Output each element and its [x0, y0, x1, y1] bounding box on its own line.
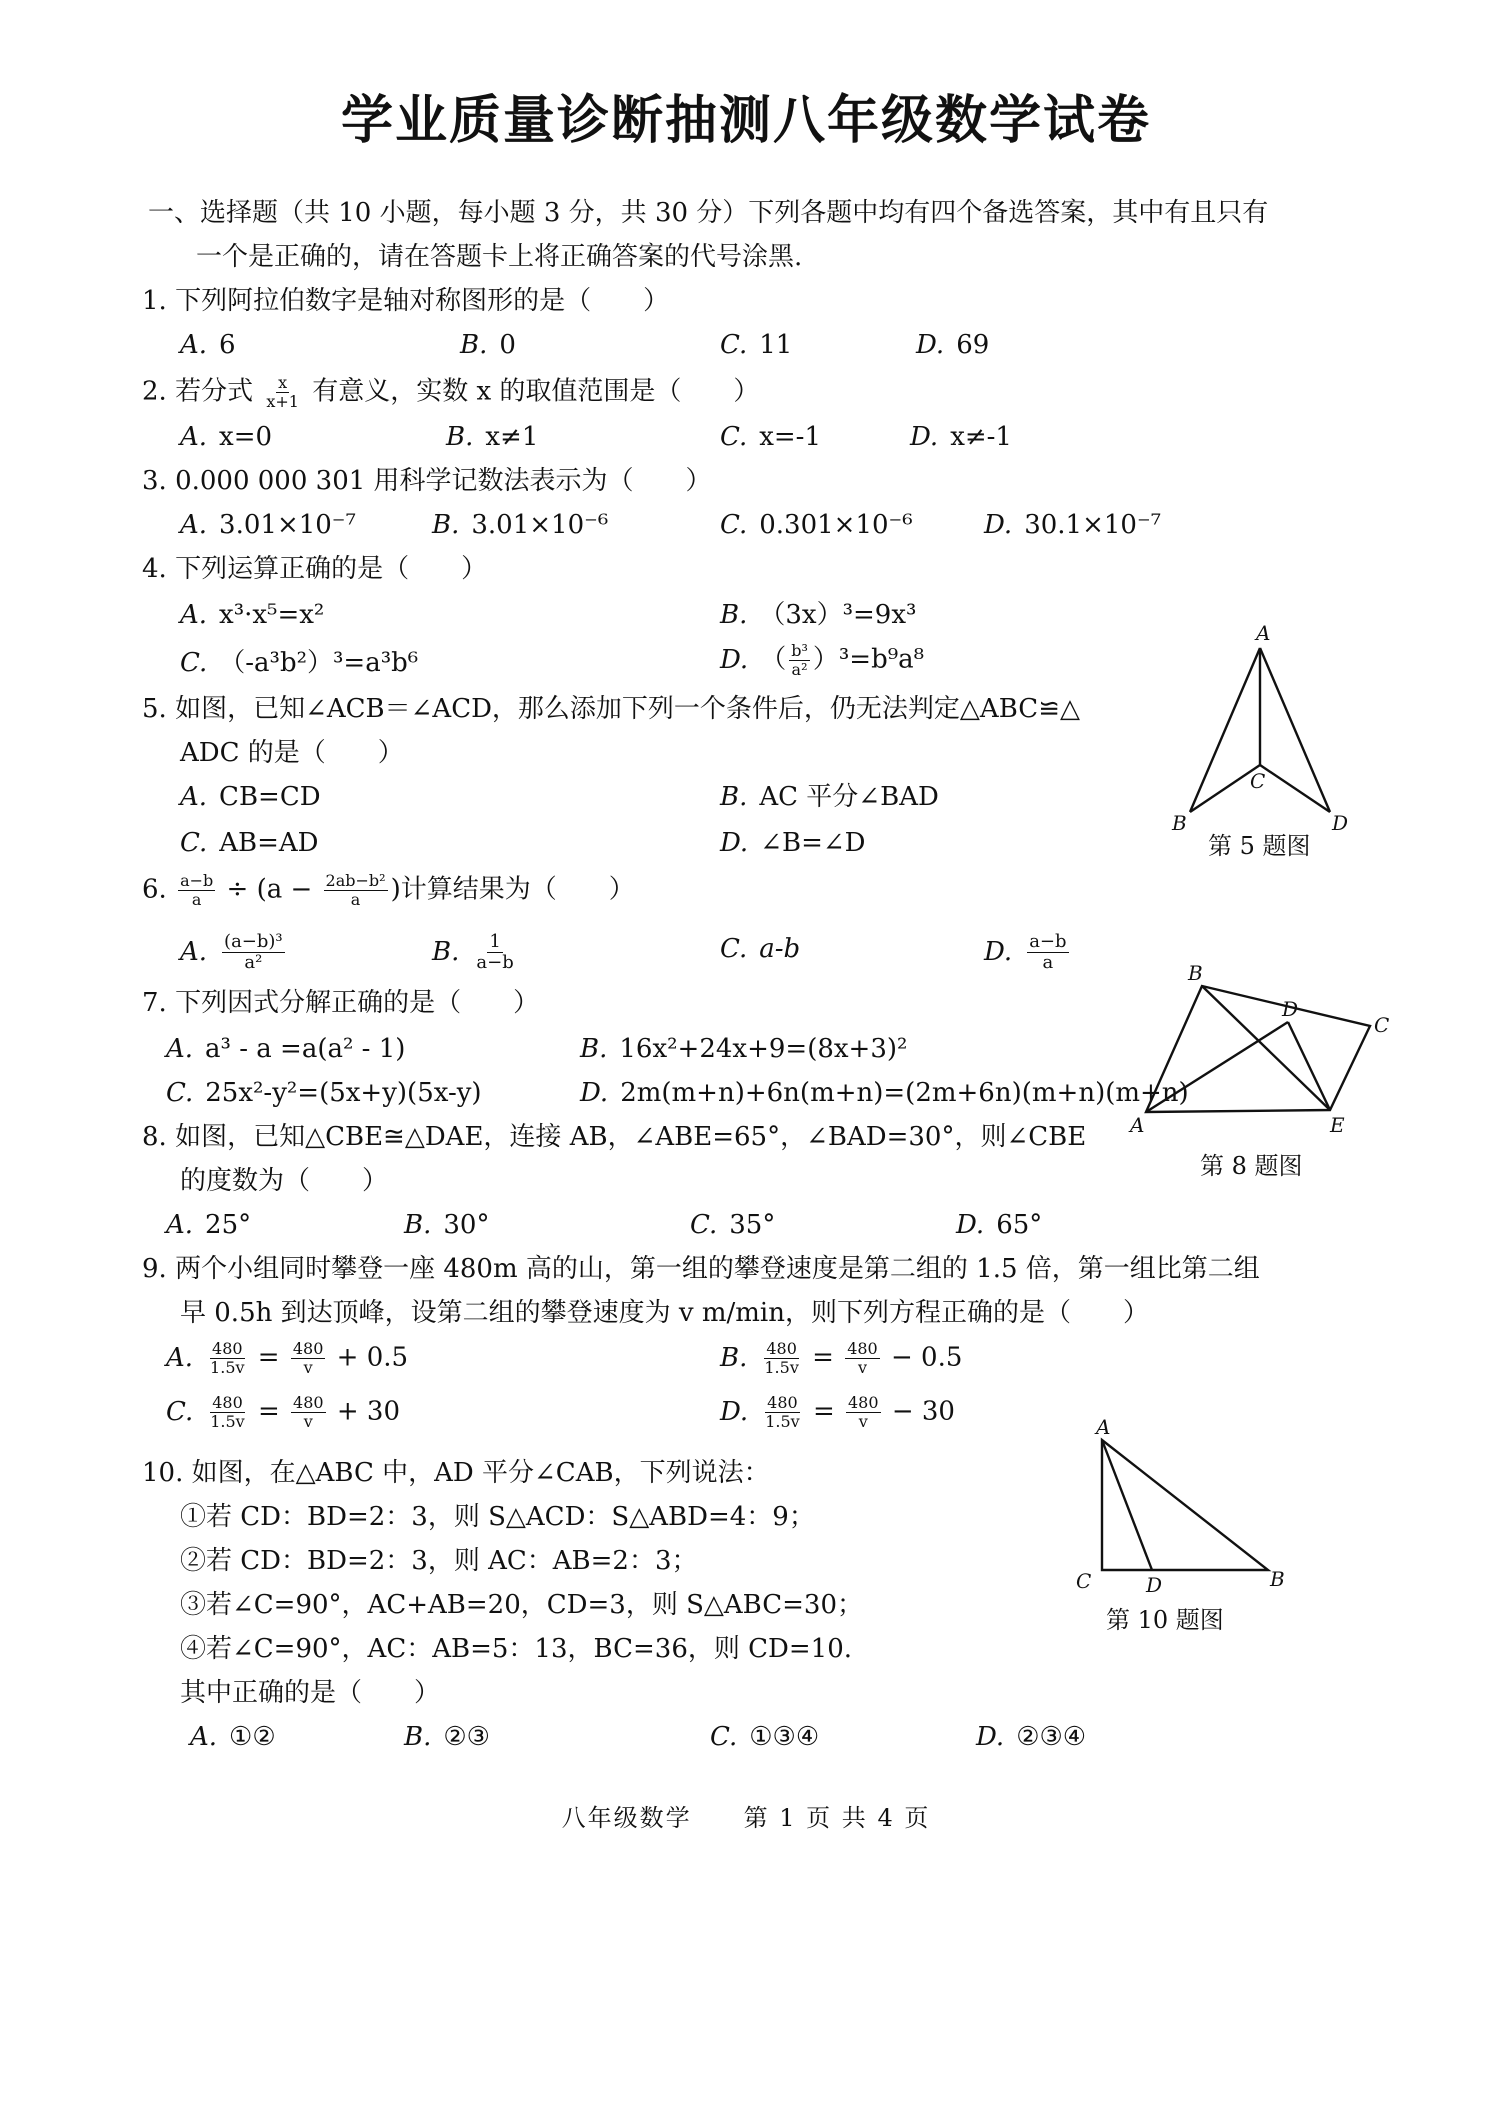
q8-quadrilateral-bcea — [1146, 986, 1370, 1112]
q2-stem: 2. 若分式 $\frac{x}{x+1}$ 有意义，实数 x 的取值范围是（ ） — [142, 373, 760, 411]
q8-stem-line2: 的度数为（ ） — [180, 1166, 389, 1196]
q3-stem: 3. 0.000 000 301 用科学记数法表示为（ ） — [142, 466, 712, 496]
q1-option-a[interactable]: A. 6 — [180, 330, 236, 360]
q10-figure-caption: 第 10 题图 — [1106, 1606, 1224, 1634]
q3-option-a[interactable]: A. 3.01×10⁻⁷ — [180, 510, 356, 540]
q8-label-c: C — [1374, 1013, 1390, 1037]
q10-option-c[interactable]: C. ①③④ — [710, 1722, 820, 1752]
section-instructions-line1: 一、选择题（共 10 小题，每小题 3 分，共 30 分）下列各题中均有四个备选答案，其中有且只有 — [148, 198, 1269, 228]
q5-label-c: C — [1250, 769, 1266, 793]
q10-statement-1: ①若 CD：BD=2：3，则 S△ACD：S△ABD=4：9； — [180, 1502, 815, 1532]
q8-label-d: D — [1282, 997, 1299, 1021]
q5-stem-line2: ADC 的是（ ） — [180, 738, 404, 768]
q2-option-a[interactable]: A. x=0 — [180, 422, 273, 452]
q1-option-b[interactable]: B. 0 — [460, 330, 516, 360]
q4-option-d[interactable]: D. （ $\frac{\text{b³}}{\text{a²}}$ ）³=b⁹a⁸ — [720, 641, 925, 679]
q9-option-b[interactable]: B. $\frac{480}{1.5v}$ = $\frac{480}{v}$ − 0.5 — [720, 1339, 963, 1377]
q8-stem-line1: 8. 如图，已知△CBE≅△DAE，连接 AB，∠ABE=65°，∠BAD=30°，则∠CBE — [142, 1122, 1087, 1152]
q7-stem: 7. 下列因式分解正确的是（ ） — [142, 988, 540, 1018]
q4-stem: 4. 下列运算正确的是（ ） — [142, 554, 488, 584]
q10-stem: 10. 如图，在△ABC 中，AD 平分∠CAB，下列说法： — [142, 1458, 770, 1488]
q8-label-a: A — [1130, 1113, 1145, 1137]
q10-statement-3: ③若∠C=90°，AC+AB=20，CD=3，则 S△ABC=30； — [180, 1590, 864, 1620]
q7-option-c[interactable]: C. 25x²-y²=(5x+y)(5x-y) — [166, 1078, 482, 1108]
exam-title: 学业质量诊断抽测八年级数学试卷 — [340, 91, 1151, 151]
q5-option-b[interactable]: B. AC 平分∠BAD — [720, 782, 939, 812]
q5-label-a: A — [1256, 621, 1271, 645]
q8-option-b[interactable]: B. 30° — [404, 1210, 490, 1240]
q8-option-d[interactable]: D. 65° — [956, 1210, 1043, 1240]
q9-option-a[interactable]: A. $\frac{480}{1.5v}$ = $\frac{480}{v}$ + 0.5 — [166, 1339, 409, 1377]
q8-figure — [1130, 961, 1390, 1137]
q10-statement-4: ④若∠C=90°，AC：AB=5：13，BC=36，则 CD=10. — [180, 1634, 853, 1664]
q10-figure — [1070, 1415, 1300, 1600]
page-footer: 八年级数学 第 1 页 共 4 页 — [561, 1804, 931, 1832]
q7-option-a[interactable]: A. a³ - a =a(a² - 1) — [166, 1034, 406, 1064]
q4-option-a[interactable]: A. x³·x⁵=x² — [180, 600, 325, 630]
q6-option-c[interactable]: C. a-b — [720, 934, 801, 964]
q8-label-e: E — [1330, 1113, 1345, 1137]
q5-figure — [1160, 620, 1349, 840]
q9-option-d[interactable]: D. $\frac{480}{1.5v}$ = $\frac{480}{v}$ − 30 — [720, 1393, 955, 1431]
q10-option-d[interactable]: D. ②③④ — [976, 1722, 1087, 1752]
q2-option-c[interactable]: C. x=-1 — [720, 422, 822, 452]
q10-statement-2: ②若 CD：BD=2：3，则 AC：AB=2：3； — [180, 1546, 698, 1576]
q7-option-b[interactable]: B. 16x²+24x+9=(8x+3)² — [580, 1034, 908, 1064]
q8-option-a[interactable]: A. 25° — [166, 1210, 252, 1240]
q10-label-c: C — [1076, 1569, 1092, 1593]
q2-option-d[interactable]: D. x≠-1 — [910, 422, 1012, 452]
q9-stem-line2: 早 0.5h 到达顶峰，设第二组的攀登速度为 v m/min，则下列方程正确的是（ ） — [180, 1298, 1149, 1328]
q3-option-c[interactable]: C. 0.301×10⁻⁶ — [720, 510, 913, 540]
section-instructions-line2: 一个是正确的，请在答题卡上将正确答案的代号涂黑. — [196, 242, 803, 272]
q5-stem-line1: 5. 如图，已知∠ACB＝∠ACD，那么添加下列一个条件后，仍无法判定△ABC≌△ — [142, 694, 1080, 724]
q8-figure-caption: 第 8 题图 — [1200, 1152, 1303, 1180]
q6-option-b[interactable]: B. $\frac{1}{a-b}$ — [432, 931, 514, 973]
q10-conclusion: 其中正确的是（ ） — [180, 1678, 441, 1708]
q8-segment-de — [1288, 1022, 1330, 1110]
q9-stem-line1: 9. 两个小组同时攀登一座 480m 高的山，第一组的攀登速度是第二组的 1.5 倍，第一组比第二组 — [142, 1254, 1260, 1284]
q1-option-d[interactable]: D. 69 — [916, 330, 990, 360]
q10-label-b: B — [1270, 1567, 1285, 1591]
q1-option-c[interactable]: C. 11 — [720, 330, 793, 360]
q3-option-d[interactable]: D. 30.1×10⁻⁷ — [984, 510, 1162, 540]
q5-option-d[interactable]: D. ∠B=∠D — [720, 828, 866, 858]
q8-segment-be — [1202, 986, 1330, 1110]
q9-option-c[interactable]: C. $\frac{480}{1.5v}$ = $\frac{480}{v}$ + 30 — [166, 1393, 400, 1431]
q2-fraction: $\frac{x}{x+1}$ — [266, 373, 299, 411]
q10-option-b[interactable]: B. ②③ — [404, 1722, 490, 1752]
q6-option-a[interactable]: A. $\frac{\text{(a−b)³}}{\text{a²}}$ — [180, 931, 283, 973]
q2-option-b[interactable]: B. x≠1 — [446, 422, 539, 452]
q10-label-d: D — [1146, 1573, 1163, 1597]
q10-label-a: A — [1096, 1415, 1111, 1439]
q5-figure-caption: 第 5 题图 — [1208, 832, 1311, 860]
q10-option-a[interactable]: A. ①② — [190, 1722, 276, 1752]
q7-option-d[interactable]: D. 2m(m+n)+6n(m+n)=(2m+6n)(m+n)(m+n) — [580, 1078, 1189, 1108]
q6-stem: 6. $\frac{a-b}{a}$ ÷ (a − $\frac{\text{2ab−b²}}{a}$ )计算结果为（ ） — [142, 871, 635, 909]
q5-label-d: D — [1332, 811, 1349, 835]
q1-stem: 1. 下列阿拉伯数字是轴对称图形的是（ ） — [142, 286, 670, 316]
q5-option-a[interactable]: A. CB=CD — [180, 782, 321, 812]
q8-label-b: B — [1188, 961, 1203, 985]
q5-option-c[interactable]: C. AB=AD — [180, 828, 319, 858]
q5-label-b: B — [1172, 811, 1187, 835]
q3-option-b[interactable]: B. 3.01×10⁻⁶ — [432, 510, 609, 540]
q4-option-c[interactable]: C. （-a³b²）³=a³b⁶ — [180, 648, 419, 678]
q8-option-c[interactable]: C. 35° — [690, 1210, 776, 1240]
q6-option-d[interactable]: D. $\frac{a-b}{a}$ — [984, 931, 1067, 973]
q4-option-b[interactable]: B. （3x）³=9x³ — [720, 600, 917, 630]
